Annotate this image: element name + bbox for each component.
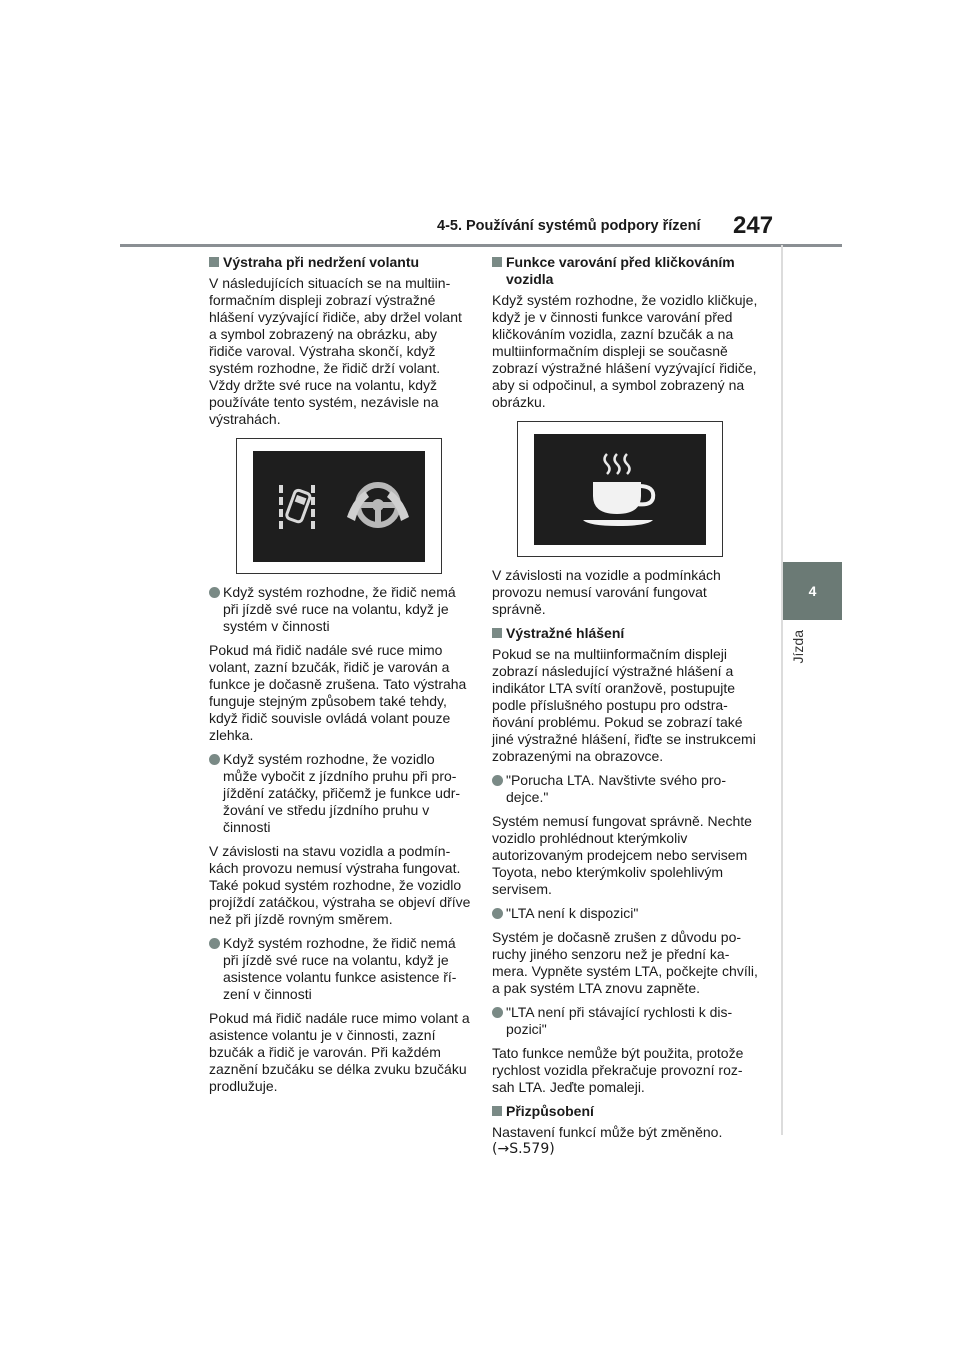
paragraph: Tato funkce nemůže být použita, protože rychlost vozidla překračuje provozní rozsah LTA. Jeďte pomaleji. bbox=[492, 1045, 744, 1095]
paragraph: Pokud má řidič nadále ruce mimo volant a asistence volantu je v činnosti, zazní bzučák a řidič je varován. Při každém zaznění bzučáku se délka zvuku bzučáku prodlužuje. bbox=[209, 1010, 470, 1094]
figure-coffee-display bbox=[517, 421, 723, 557]
square-bullet-icon bbox=[492, 1106, 502, 1116]
bullet-item: "LTA není při stávající rychlosti k dispozici" bbox=[492, 1004, 760, 1038]
figure-hands-off-display bbox=[236, 438, 442, 574]
bullet-item: Když systém rozhodne, že vozidlo může vybočit z jízdního pruhu při projíždění zatáčky, přičemž je funkce udržování ve středu jízdního pruhu v činnosti bbox=[209, 751, 471, 836]
page-header bbox=[0, 0, 960, 250]
bullet-item: Když systém rozhodne, že řidič nemá při jízdě své ruce na volantu, když je systém v činnosti bbox=[209, 584, 471, 635]
circle-bullet-icon bbox=[209, 938, 220, 949]
paragraph: Pokud má řidič nadále své ruce mimo volant, zazní bzučák, řidič je varován a funkce je dočasně zrušena. Tato výstraha funguje stejným způsobem také tehdy, když řidič souvisle ovládá volant pouze zlehka. bbox=[209, 642, 467, 743]
paragraph: Když systém rozhodne, že vozidlo kličkuje, když je v činnosti funkce varování před kličkováním vozidla, zazní bzučák a na multiinformačním displeji se současně zobrazí výstražné hlášení vyzývající řidiče, aby si odpočinul, a symbol zobrazený na obrázku. bbox=[492, 292, 758, 410]
chapter-label: Jízda bbox=[790, 630, 806, 664]
paragraph: Systém nemusí fungovat správně. Nechte vozidlo prohlédnout kterýmkoliv autorizovaným prodejcem nebo servisem Toyota, nebo kterýmkoliv spolehlivým servisem. bbox=[492, 813, 752, 897]
square-bullet-icon bbox=[209, 257, 219, 267]
left-column bbox=[209, 254, 471, 1102]
heading-sway-warning: Funkce varování před kličkováním vozidla bbox=[492, 254, 760, 288]
paragraph: V závislosti na vozidle a podmínkách provozu nemusí varování fungovat správně. bbox=[492, 567, 721, 617]
circle-bullet-icon bbox=[492, 908, 503, 919]
square-bullet-icon bbox=[492, 257, 502, 267]
page-number: 247 bbox=[733, 212, 774, 239]
paragraph: Systém je dočasně zrušen z důvodu poruchy jiného senzoru než je přední kamera. Vypněte systém LTA, počkejte chvíli, a pak systém LTA znovu zapněte. bbox=[492, 929, 758, 996]
coffee-cup-icon bbox=[575, 446, 665, 536]
circle-bullet-icon bbox=[492, 775, 503, 786]
circle-bullet-icon bbox=[209, 587, 220, 598]
bullet-item: "Porucha LTA. Navštivte svého prodejce." bbox=[492, 772, 760, 806]
display-screen bbox=[534, 434, 706, 545]
display-screen bbox=[253, 451, 425, 562]
circle-bullet-icon bbox=[209, 754, 220, 765]
heading-warning-message: Výstražné hlášení bbox=[492, 625, 760, 642]
chapter-tab bbox=[783, 562, 842, 620]
steering-wheel-hands-icon bbox=[343, 477, 413, 537]
side-divider bbox=[781, 245, 783, 1135]
page-reference-link[interactable]: (→S.579) bbox=[492, 1141, 555, 1157]
bullet-item: "LTA není k dispozici" bbox=[492, 905, 760, 922]
square-bullet-icon bbox=[492, 628, 502, 638]
bullet-item: Když systém rozhodne, že řidič nemá při jízdě své ruce na volantu, když je asistence volantu funkce asistence řízení v činnosti bbox=[209, 935, 471, 1003]
chapter-number: 4 bbox=[808, 583, 817, 599]
paragraph: Nastavení funkcí může být změněno. (→S.579) bbox=[492, 1124, 760, 1158]
section-title: 4-5. Používání systémů podpory řízení bbox=[437, 218, 701, 234]
header-rule bbox=[120, 244, 842, 247]
heading-customization: Přizpůsobení bbox=[492, 1103, 760, 1120]
paragraph: Pokud se na multiinformačním displeji zobrazí následující výstražné hlášení a indikátor LTA svítí oranžově, postupujte podle příslušného postupu pro odstraňování problému. Pokud se zobrazí také jiné výstražné hlášení, řiďte se instrukcemi zobrazenými na obrazovce. bbox=[492, 646, 756, 764]
right-column bbox=[492, 254, 760, 1165]
paragraph: V závislosti na stavu vozidla a podmínkách provozu nemusí výstraha fungovat. Také pokud systém rozhodne, že vozidlo projíždí zatáčkou, výstraha se objeví dříve než při jízdě rovným směrem. bbox=[209, 843, 471, 927]
circle-bullet-icon bbox=[492, 1007, 503, 1018]
heading-hands-off-warning: Výstraha při nedržení volantu bbox=[209, 254, 471, 271]
lane-departure-hands-icon bbox=[267, 477, 327, 537]
paragraph: V následujících situacích se na multiinformačním displeji zobrazí výstražné hlášení vyzývající řidiče, aby držel volant a symbol zobrazený na obrázku, aby řidiče varoval. Výstraha skončí, když systém rozhodne, že řidič drží volant. Vždy držte své ruce na volantu, když používáte tento systém, nezávisle na výstrahách. bbox=[209, 275, 462, 427]
